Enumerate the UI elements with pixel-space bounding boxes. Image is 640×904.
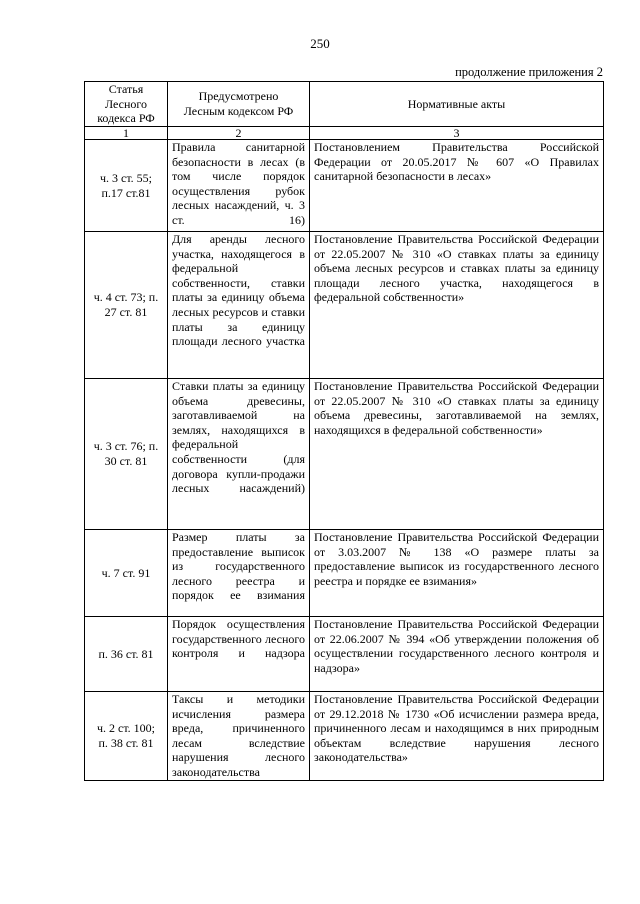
provision-cell: Размер платы за предоставление выписок из государственного лесного реестра и порядок ее взимания bbox=[168, 530, 310, 617]
act-cell: Постановление Правительства Российской Федерации от 22.05.2007 № 310 «О ставках платы за единицу объема древесины, заготавливаемой на землях, находящихся в федеральной собственности» bbox=[310, 379, 604, 530]
provision-cell: Ставки платы за единицу объема древесины, заготавливаемой на землях, находящихся в федеральной собственности (для договора купли-продажи лесных насаждений) bbox=[168, 379, 310, 530]
act-cell: Постановление Правительства Российской Федерации от 3.03.2007 № 138 «О размере платы за предоставление выписок из государственного лесного реестра и порядке ее взимания» bbox=[310, 530, 604, 617]
header-acts: Нормативные акты bbox=[310, 82, 604, 127]
table-row bbox=[85, 692, 604, 781]
table-row bbox=[85, 140, 604, 232]
continuation-note: продолжение приложения 2 bbox=[455, 65, 603, 79]
page-number: 250 bbox=[310, 36, 330, 51]
table-header-row bbox=[85, 82, 604, 127]
column-number: 2 bbox=[168, 127, 310, 140]
act-cell: Постановление Правительства Российской Федерации от 22.06.2007 № 394 «Об утверждении положения об осуществлении государственного лесного контроля и надзора» bbox=[310, 617, 604, 692]
table-row bbox=[85, 232, 604, 379]
provision-cell: Для аренды лесного участка, находящегося в федеральной собственности, ставки платы за единицу объема лесных ресурсов и ставки платы за единицу площади лесного участка bbox=[168, 232, 310, 379]
header-provision: Предусмотрено Лесным кодексом РФ bbox=[168, 82, 310, 127]
article-cell: ч. 2 ст. 100; п. 38 ст. 81 bbox=[85, 692, 168, 781]
provision-cell: Порядок осуществления государственного лесного контроля и надзора bbox=[168, 617, 310, 692]
column-number: 3 bbox=[310, 127, 604, 140]
table-row bbox=[85, 379, 604, 530]
article-cell: ч. 4 ст. 73; п. 27 ст. 81 bbox=[85, 232, 168, 379]
article-cell: п. 36 ст. 81 bbox=[85, 617, 168, 692]
act-cell: Постановление Правительства Российской Федерации от 22.05.2007 № 310 «О ставках платы за единицу объема лесных ресурсов и ставках платы за единицу площади лесного участка, находящегося в федеральной собственности» bbox=[310, 232, 604, 379]
regulations-table bbox=[84, 81, 604, 781]
column-number-row bbox=[85, 127, 604, 140]
article-cell: ч. 7 ст. 91 bbox=[85, 530, 168, 617]
act-cell: Постановление Правительства Российской Федерации от 29.12.2018 № 1730 «Об исчислении размера вреда, причиненного лесам и находящимся в них природным объектам вследствие нарушения лесного законодательства» bbox=[310, 692, 604, 781]
column-number: 1 bbox=[85, 127, 168, 140]
table-row bbox=[85, 530, 604, 617]
article-cell: ч. 3 ст. 76; п. 30 ст. 81 bbox=[85, 379, 168, 530]
article-cell: ч. 3 ст. 55; п.17 ст.81 bbox=[85, 140, 168, 232]
provision-cell: Таксы и методики исчисления размера вреда, причиненного лесам вследствие нарушения лесного законодательства bbox=[168, 692, 310, 781]
act-cell: Постановлением Правительства Российской Федерации от 20.05.2017 № 607 «О Правилах санитарной безопасности в лесах» bbox=[310, 140, 604, 232]
header-article: Статья Лесного кодекса РФ bbox=[85, 82, 168, 127]
table-row bbox=[85, 617, 604, 692]
provision-cell: Правила санитарной безопасности в лесах (в том числе порядок осуществления рубок лесных насаждений, ч. 3 ст. 16) bbox=[168, 140, 310, 232]
